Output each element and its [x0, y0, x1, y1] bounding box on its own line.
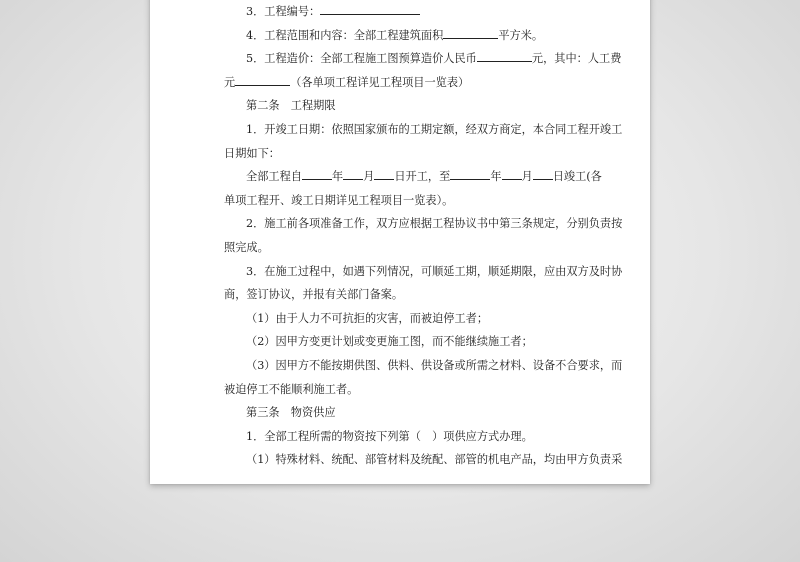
- fill-blank[interactable]: [477, 50, 532, 62]
- clause-line: [224, 212, 623, 236]
- line-text: 平方米。: [498, 28, 544, 42]
- clause-subitem: [224, 448, 623, 472]
- line-text: （1）特殊材料、统配、部管材料及统配、部管的机电产品，均由甲方负责采: [246, 453, 623, 467]
- fill-blank-month[interactable]: [502, 168, 522, 180]
- line-text: 单项工程开、竣工日期详见工程项目一览表）。: [224, 193, 454, 207]
- line-text: （各单项工程详见工程项目一览表）: [290, 75, 470, 89]
- line-text: 商，签订协议，并报有关部门备案。: [224, 288, 404, 302]
- line-text: 日开工，至: [394, 170, 451, 184]
- line-text: （2）因甲方变更计划或变更施工图，而不能继续施工者；: [246, 335, 533, 349]
- line-text: 月: [521, 170, 533, 184]
- line-text: 月: [363, 170, 375, 184]
- fill-blank-year[interactable]: [450, 168, 490, 180]
- line-text: 年: [490, 170, 502, 184]
- clause-line-scope: [224, 24, 576, 48]
- article-heading-2: [224, 94, 576, 118]
- line-text: 元: [224, 75, 236, 89]
- line-text: 年: [331, 170, 344, 184]
- line-text: 4．工程范围和内容：全部工程建筑面积: [246, 28, 444, 42]
- clause-line: [224, 118, 623, 142]
- line-text: 照完成。: [224, 240, 269, 254]
- clause-subitem: [224, 330, 576, 354]
- fill-blank-day[interactable]: [374, 168, 394, 180]
- line-text: （3）因甲方不能按期供图、供料、供设备或所需之材料、设备不合要求，而: [246, 358, 623, 372]
- clause-subitem: [224, 354, 623, 378]
- clause-line: [224, 283, 576, 307]
- line-text: （1）由于人力不可抗拒的灾害，而被迫停工者；: [246, 311, 489, 325]
- fill-blank-year[interactable]: [302, 168, 332, 180]
- line-text: 全部工程自: [246, 170, 302, 184]
- line-text: 日期如下：: [224, 146, 280, 160]
- clause-line: [224, 236, 576, 260]
- fill-blank-month[interactable]: [343, 168, 363, 180]
- line-text: 被迫停工不能顺利施工者。: [224, 382, 359, 396]
- clause-line: [224, 142, 576, 166]
- document-page: [150, 0, 650, 484]
- document-body: [224, 0, 623, 472]
- clause-line-dates: [224, 165, 602, 189]
- heading-text: 第三条 物资供应: [246, 406, 336, 420]
- clause-subitem: [224, 307, 576, 331]
- line-text: 1．开竣工日期：依照国家颁布的工期定额，经双方商定，本合同工程开竣工: [246, 122, 623, 136]
- fill-blank-day[interactable]: [533, 168, 553, 180]
- line-text: 元，其中：人工费: [531, 52, 622, 66]
- heading-text: 第二条 工程期限: [246, 99, 336, 113]
- line-text: 日竣工(各: [552, 170, 602, 184]
- line-text: 5．工程造价：全部工程施工图预算造价人民币: [246, 52, 477, 66]
- clause-line: [224, 260, 623, 284]
- fill-blank[interactable]: [235, 74, 290, 86]
- fill-blank[interactable]: [320, 3, 420, 15]
- clause-line: [224, 425, 576, 449]
- line-text: 1．全部工程所需的物资按下列第（ ）项供应方式办理。: [246, 429, 533, 443]
- line-text: 3．工程编号：: [246, 5, 321, 18]
- clause-line: [224, 378, 576, 402]
- fill-blank[interactable]: [443, 27, 498, 39]
- clause-line-cost: [224, 47, 622, 71]
- clause-line: [224, 189, 576, 213]
- line-text: 3．在施工过程中，如遇下列情况，可顺延工期，顺延期限，应由双方及时协: [246, 264, 623, 278]
- clause-line-cost-cont: [224, 71, 576, 95]
- line-text: 2．施工前各项准备工作，双方应根据工程协议书中第三条规定，分别负责按: [246, 217, 623, 231]
- clause-line-project-number: [224, 0, 576, 24]
- article-heading-3: [224, 401, 576, 425]
